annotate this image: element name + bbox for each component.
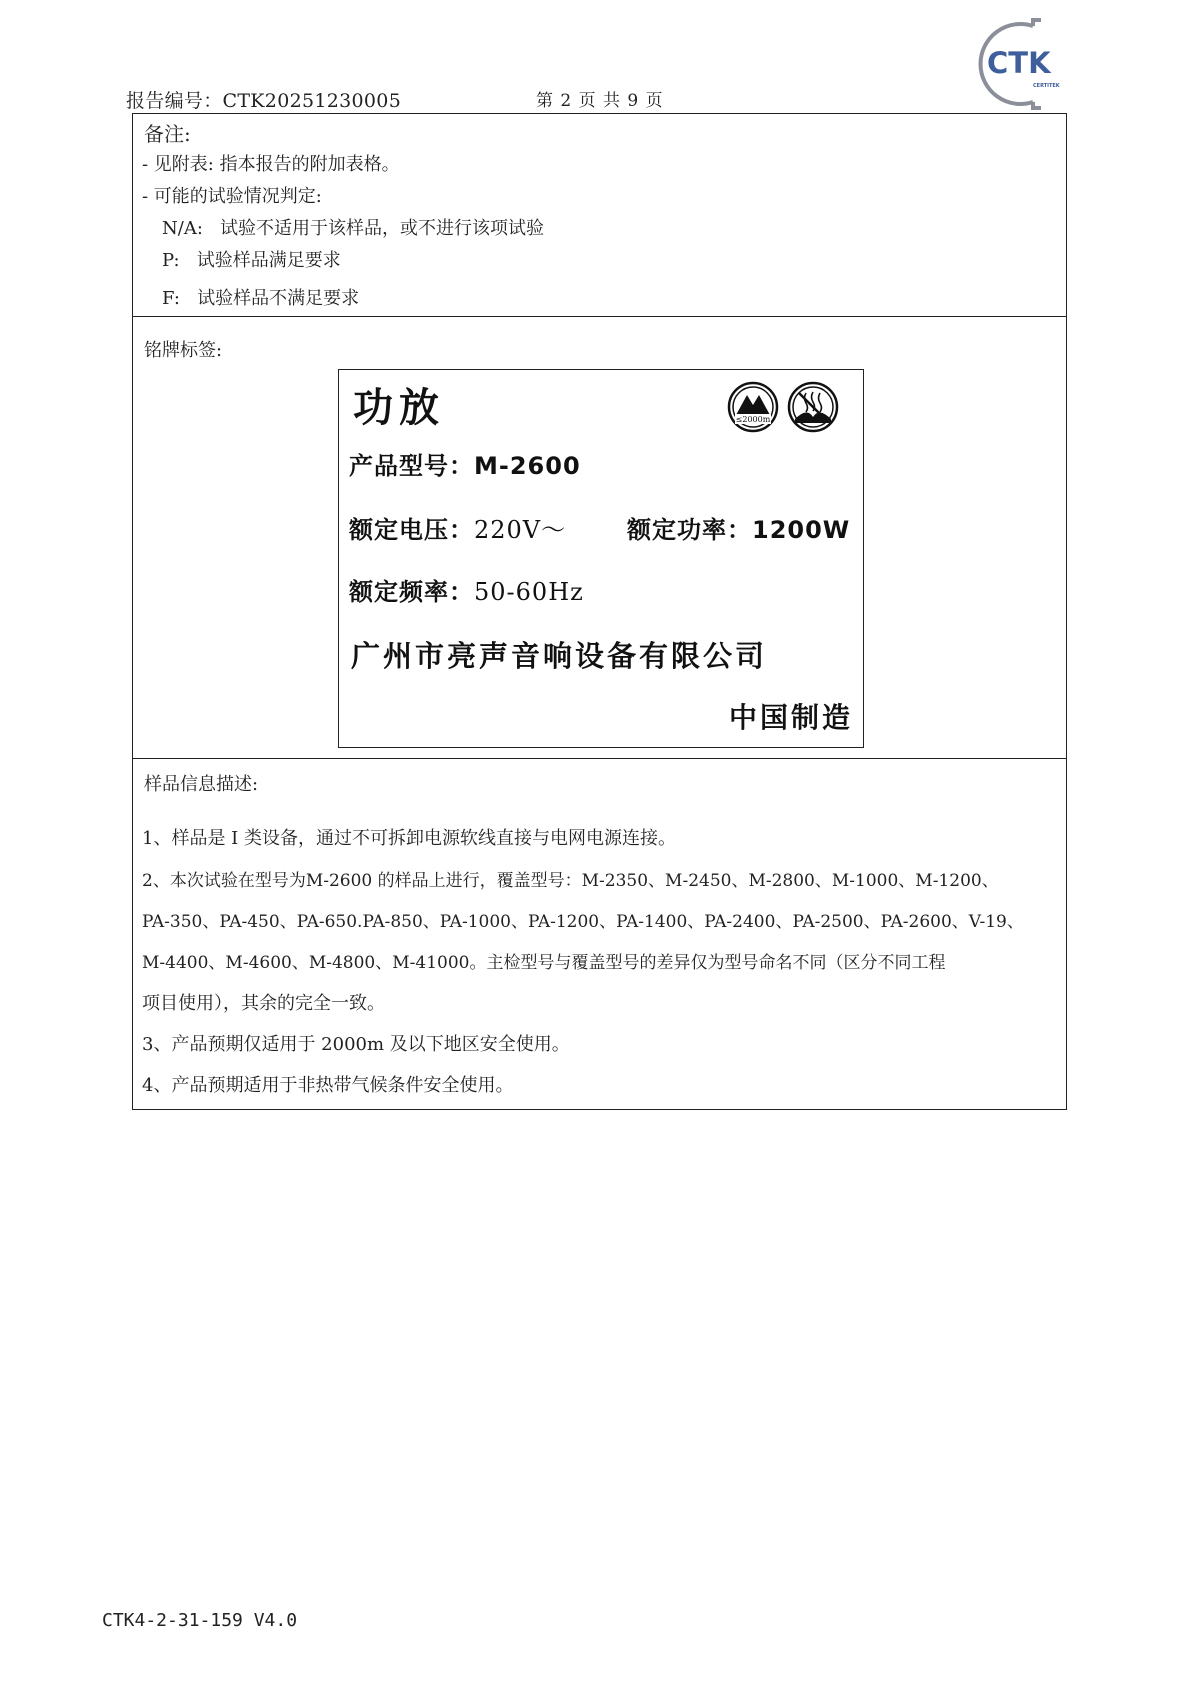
ctk-logo [975, 16, 1071, 112]
altitude-icon-text: ≤2000m [735, 415, 771, 424]
note-item-f: F: 试验样品不满足要求 [162, 288, 360, 309]
document-code: CTK4-2-31-159 V4.0 [102, 1610, 298, 1631]
note-item: - 可能的试验情况判定: [142, 186, 322, 207]
power-label: 额定功率： [627, 516, 752, 544]
logo-subtext: CERTITEK [1033, 83, 1060, 89]
description-line: 4、产品预期适用于非热带气候条件安全使用。 [142, 1075, 514, 1096]
frequency-label: 额定频率： [349, 578, 474, 606]
notes-title: 备注: [144, 122, 191, 146]
note-item: - 见附表: 指本报告的附加表格。 [142, 154, 400, 175]
nameplate [338, 369, 864, 748]
note-item-na: N/A: 试验不适用于该样品，或不进行该项试验 [162, 218, 545, 239]
model-label: 产品型号： [349, 452, 474, 480]
description-line: 3、产品预期仅适用于 2000m 及以下地区安全使用。 [142, 1034, 570, 1055]
description-title: 样品信息描述: [144, 774, 259, 795]
voltage-label: 额定电压： [349, 516, 474, 544]
report-number: 报告编号：CTK20251230005 [126, 90, 402, 112]
made-in-china: 中国制造 [728, 701, 853, 734]
description-line: PA-350、PA-450、PA-650.PA-850、PA-1000、PA-1200、PA-1400、PA-2400、PA-2500、PA-2600、V-19、 [142, 912, 1024, 932]
logo-text: CTK [987, 46, 1051, 80]
description-line: 1、样品是 I 类设备，通过不可拆卸电源软线直接与电网电源连接。 [142, 828, 677, 849]
page-indicator: 第 2 页 共 9 页 [536, 91, 664, 111]
power-row [627, 510, 850, 545]
voltage-row [349, 510, 566, 545]
nameplate-heading: 铭牌标签: [144, 340, 223, 361]
frequency-value: 50-60Hz [474, 578, 584, 606]
description-line: 2、本次试验在型号为M-2600 的样品上进行，覆盖型号：M-2350、M-2450、M-2800、M-1000、M-1200、 [142, 871, 999, 891]
company-name: 广州市亮声音响设备有限公司 [351, 639, 768, 673]
power-value: 1200W [752, 516, 851, 544]
divider-notes [132, 316, 1067, 317]
divider-label [132, 758, 1067, 759]
description-line: M-4400、M-4600、M-4800、M-41000。主检型号与覆盖型号的差异仅为型号命名不同（区分不同工程 [142, 953, 946, 973]
frequency-row [349, 572, 584, 607]
description-line: 项目使用），其余的完全一致。 [142, 993, 385, 1014]
voltage-value: 220V～ [474, 516, 567, 544]
note-item-p: P: 试验样品满足要求 [162, 250, 341, 271]
altitude-2000m-icon [727, 381, 779, 433]
non-tropical-icon [787, 381, 839, 433]
model-row [349, 446, 581, 481]
model-value: M-2600 [474, 452, 581, 480]
nameplate-title: 功放 [353, 385, 445, 431]
